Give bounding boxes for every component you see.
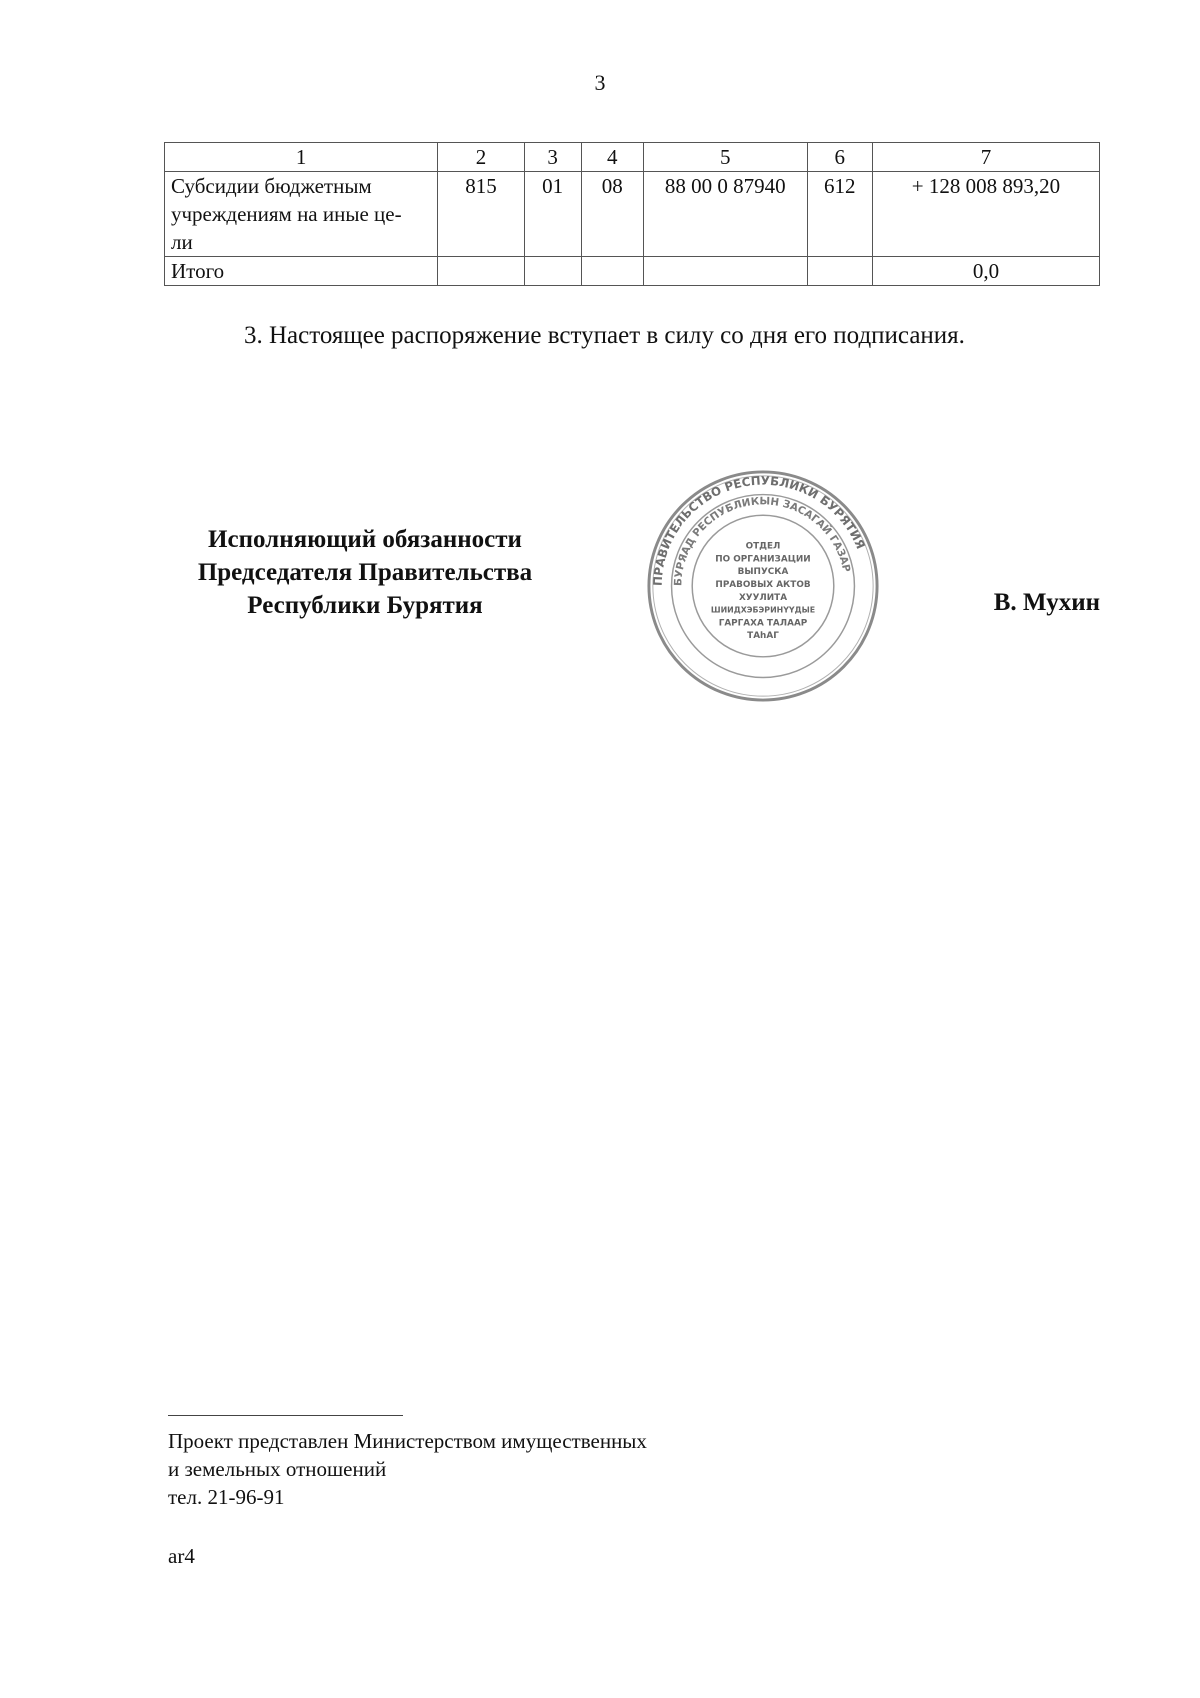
table-cell-empty bbox=[438, 257, 524, 286]
cell-line: Субсидии бюджетным bbox=[171, 174, 372, 198]
seal-outer-ring-text: ПРАВИТЕЛЬСТВО РЕСПУБЛИКИ БУРЯТИЯ bbox=[650, 473, 868, 587]
column-header: 4 bbox=[581, 143, 643, 172]
table-cell: 88 00 0 87940 bbox=[643, 172, 807, 257]
seal-center-line: ХУУЛИТА bbox=[738, 592, 788, 603]
total-value: 0,0 bbox=[872, 257, 1099, 286]
column-header: 5 bbox=[643, 143, 807, 172]
table-cell-empty bbox=[807, 257, 872, 286]
table-cell: 08 bbox=[581, 172, 643, 257]
signature-title bbox=[160, 523, 570, 622]
seal-center-line: ШИИДХЭБЭРИНҮҮДЫЕ bbox=[710, 605, 816, 615]
effective-date-paragraph: 3. Настоящее распоряжение вступает в силу со дня его подписания. bbox=[244, 322, 965, 349]
signature-title-line: Республики Бурятия bbox=[247, 592, 483, 619]
seal-inner-ring-text: БУРЯАД РЕСПУБЛИКЫН ЗАСАГАЙ ГАЗАР bbox=[672, 495, 853, 587]
seal-center-text bbox=[711, 542, 815, 641]
seal-center-line: ПРАВОВЫХ АКТОВ bbox=[715, 579, 811, 590]
official-seal bbox=[645, 468, 881, 704]
signature-title-line: Председателя Правительства bbox=[197, 559, 533, 586]
column-header: 6 bbox=[807, 143, 872, 172]
column-header: 3 bbox=[524, 143, 581, 172]
budget-table bbox=[164, 142, 1100, 286]
table-cell: 01 bbox=[524, 172, 581, 257]
total-label: Итого bbox=[165, 257, 438, 286]
table-cell: 612 bbox=[807, 172, 872, 257]
footnote-line: тел. 21-96-91 bbox=[168, 1485, 285, 1509]
cell-line: ли bbox=[171, 230, 193, 254]
signature-title-line: Исполняющий обязанности bbox=[208, 526, 522, 553]
seal-center-line: ВЫПУСКА bbox=[737, 567, 789, 578]
column-header: 1 bbox=[165, 143, 438, 172]
seal-center-line: ПО ОРГАНИЗАЦИИ bbox=[715, 554, 811, 565]
table-header-row bbox=[165, 143, 1100, 172]
page-number: 3 bbox=[594, 70, 606, 95]
cell-line: учреждениям на иные це- bbox=[171, 202, 402, 226]
seal-center-line: ОТДЕЛ bbox=[745, 541, 781, 552]
table-row bbox=[165, 172, 1100, 257]
footnote-line: Проект представлен Министерством имущественных bbox=[168, 1429, 647, 1453]
seal-center-line: ГАРГАХА ТАЛААР bbox=[718, 618, 808, 629]
signer-name: В. Мухин bbox=[993, 589, 1100, 616]
table-cell-empty bbox=[524, 257, 581, 286]
table-cell-empty bbox=[581, 257, 643, 286]
table-cell: 815 bbox=[438, 172, 524, 257]
column-header: 7 bbox=[872, 143, 1099, 172]
document-code: ar4 bbox=[168, 1544, 195, 1568]
seal-center-line: ТАһАГ bbox=[747, 631, 779, 642]
table-total-row bbox=[165, 257, 1100, 286]
footnote bbox=[168, 1427, 647, 1511]
table-cell-empty bbox=[643, 257, 807, 286]
table-cell-name bbox=[165, 172, 438, 257]
footnote-line: и земельных отношений bbox=[168, 1457, 387, 1481]
table-cell: + 128 008 893,20 bbox=[872, 172, 1099, 257]
footnote-divider bbox=[168, 1415, 403, 1416]
column-header: 2 bbox=[438, 143, 524, 172]
